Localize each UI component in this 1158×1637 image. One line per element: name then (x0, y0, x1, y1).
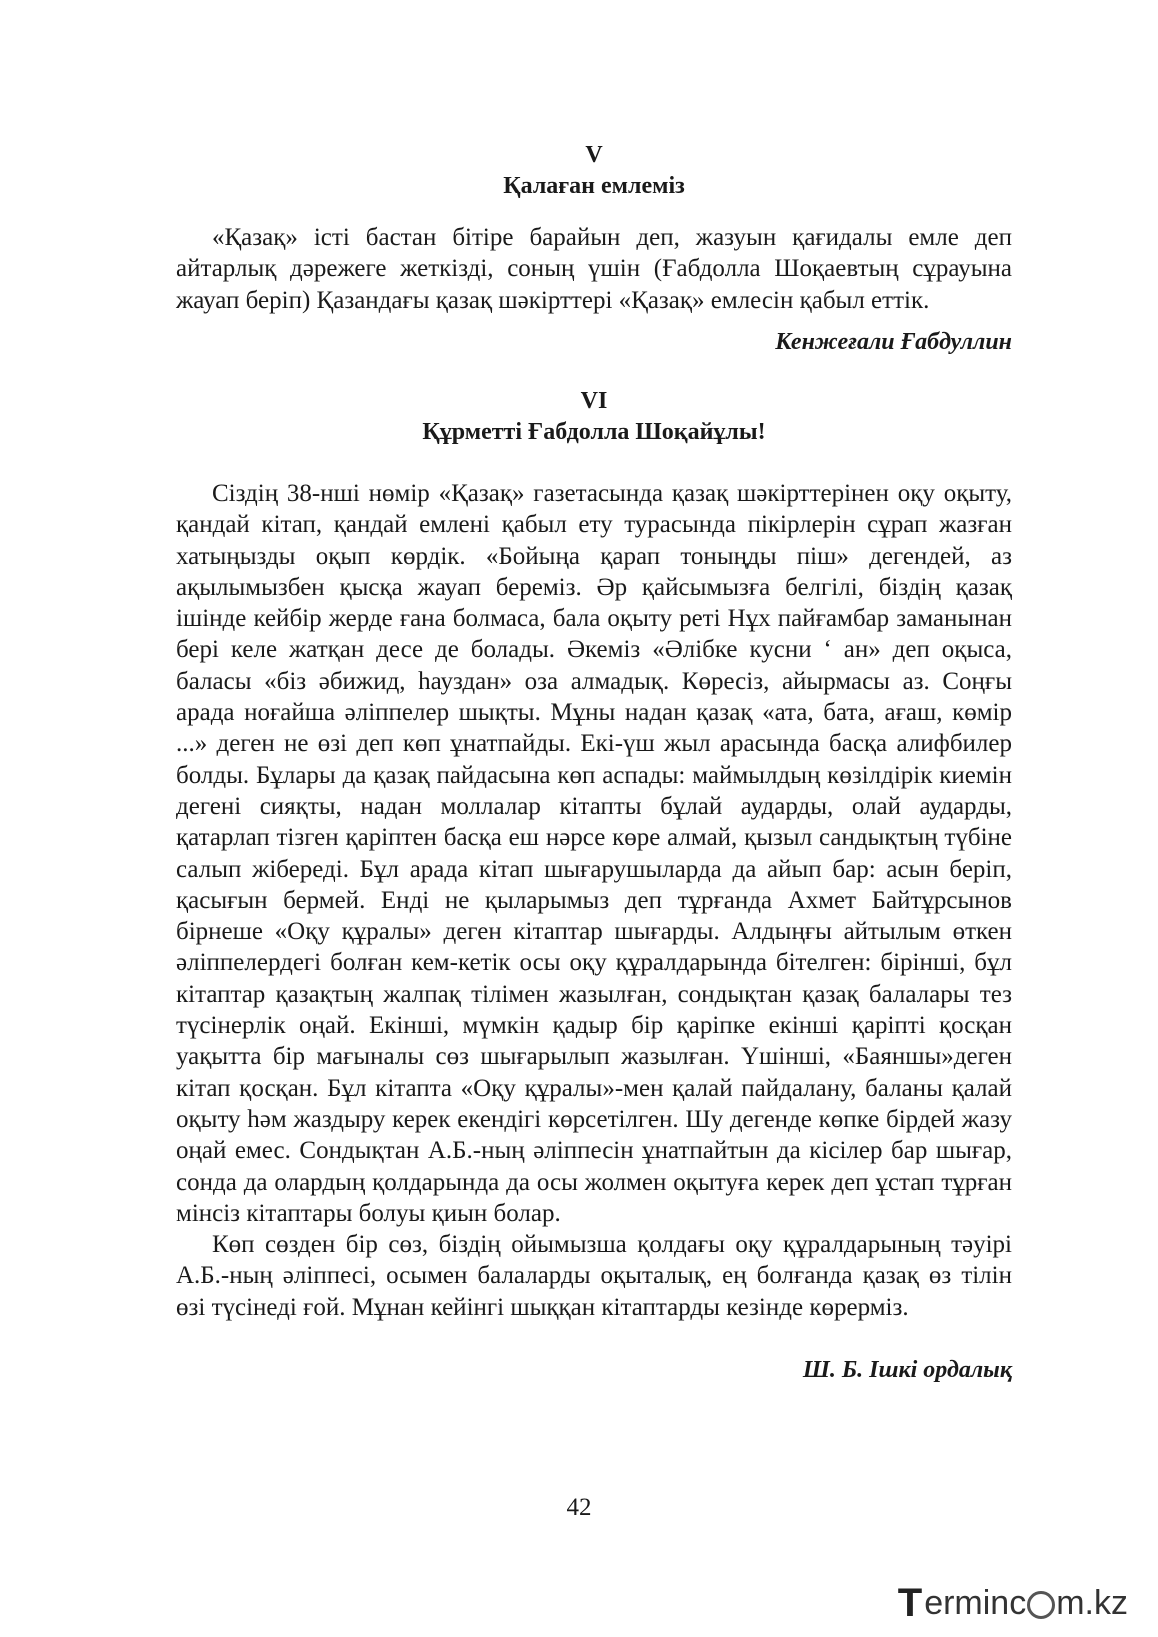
watermark-text-part2: m.kz (1056, 1583, 1128, 1622)
section-6-signature-wrap (176, 1354, 1012, 1386)
signature: Кенжеғали Ғабдуллин (775, 329, 1012, 355)
page-number: 42 (566, 1494, 592, 1521)
section-number: V (585, 142, 603, 168)
paragraph: Көп сөзден бір сөз, біздің ойымызша қолдағы оқу құралдарының тәуірі А.Б.-ның әліппесі, осымен балаларды оқыталық, ең болғанда қазақ өз тілін өзі түсінеді ғой. Мұнан кейінгі шыққан кітаптарды кезінде көрерміз. (176, 1231, 1012, 1321)
watermark-text-part1: erminc (924, 1583, 1027, 1622)
section-6 (176, 386, 1012, 448)
section-5-body (176, 222, 1012, 316)
signature: Ш. Б. Ішкі ордалық (802, 1357, 1012, 1383)
section-5 (176, 140, 1012, 202)
section-title: Қалаған емлеміз (503, 173, 685, 199)
watermark-logo[interactable] (897, 1580, 1128, 1625)
paragraph: Сіздің 38-нші нөмір «Қазақ» газетасында қазақ шәкірттерінен оқу оқыту, қандай кітап, қандай емлені қабыл ету турасында пікірлерін сұрап жазған хатыңызды оқып көрдік. «Бойыңа қарап тоныңды піш» дегендей, аз ақылымызбен қысқа жауап береміз. Әр қайсымызға белгілі, біздің қазақ ішінде кейбір жерде ғана болмаса, бала оқыту реті Нұх пайғамбар заманынан бері келе жатқан десе де болады. Әкеміз «Әлібке кусни ‘ ан» деп оқыса, баласы «біз әбижид, һауздан» оза алмадық. Көресіз, айырмасы аз. Соңғы арада ноғайша әліппелер шықты. Мұны надан қазақ «ата, бата, ағаш, көмір ...» деген не өзі деп көп ұнатпайды. Екі-үш жыл арасында басқа алифбилер болды. Бұлары да қазақ пайдасына көп аспады: маймылдың көзілдірік киемін дегені сияқты, надан моллалар кітапты бұлай аударды, олай аударды, қатарлап тізген қаріптен басқа еш нәрсе көре алмай, қызыл сандықтың түбіне салып жібереді. Бұл арада кітап шығарушыларда да айып бар: асын беріп, қасығын бермей. Енді не қыларымыз деп тұрғанда Ахмет Байтұрсынов бірнеше «Оқу құралы» деген кітаптар шығарды. Алдыңғы айтылым өткен әліппелердегі болған кем-кетік осы оқу құралдарында бітелген: бірінші, бұл кітаптар қазақтың жалпақ тілімен жазылған, сондықтан қазақ балалары тез түсінерлік оңай. Екінші, мүмкін қадыр бір қаріпке екінші қаріпті қосқан уақытта бір мағыналы сөз шығарылып жазылған. Үшінші, «Баяншы»деген кітап қосқан. Бұл кітапта «Оқу құралы»-мен қалай пайдалану, баланы қалай оқыту һәм жаздыру керек екендігі көрсетілген. Шу дегенде көпке бірдей жазу оңай емес. Сондықтан А.Б.-ның әліппесін ұнатпайтын да кісілер бар шығар, сонда да олардың қолдарында да осы жолмен оқытуға керек деп ұстап тұрған мінсіз кітаптары болуы қиын болар. (176, 480, 1012, 1227)
watermark-initial: T (897, 1580, 923, 1625)
section-5-signature-wrap (176, 326, 1012, 358)
watermark-o-icon (1027, 1591, 1055, 1619)
section-6-body (176, 478, 1012, 1323)
section-title: Құрметті Ғабдолла Шоқайұлы! (422, 419, 766, 445)
section-number: VI (580, 388, 608, 414)
paragraph: «Қазақ» істі бастан бітіре барайын деп, жазуын қағидалы емле деп айтарлық дәрежеге жеткізді, соның үшін (Ғабдолла Шоқаевтың сұрауына жауап беріп) Қазандағы қазақ шәкірттері «Қазақ» емлесін қабыл еттік. (176, 224, 1012, 314)
